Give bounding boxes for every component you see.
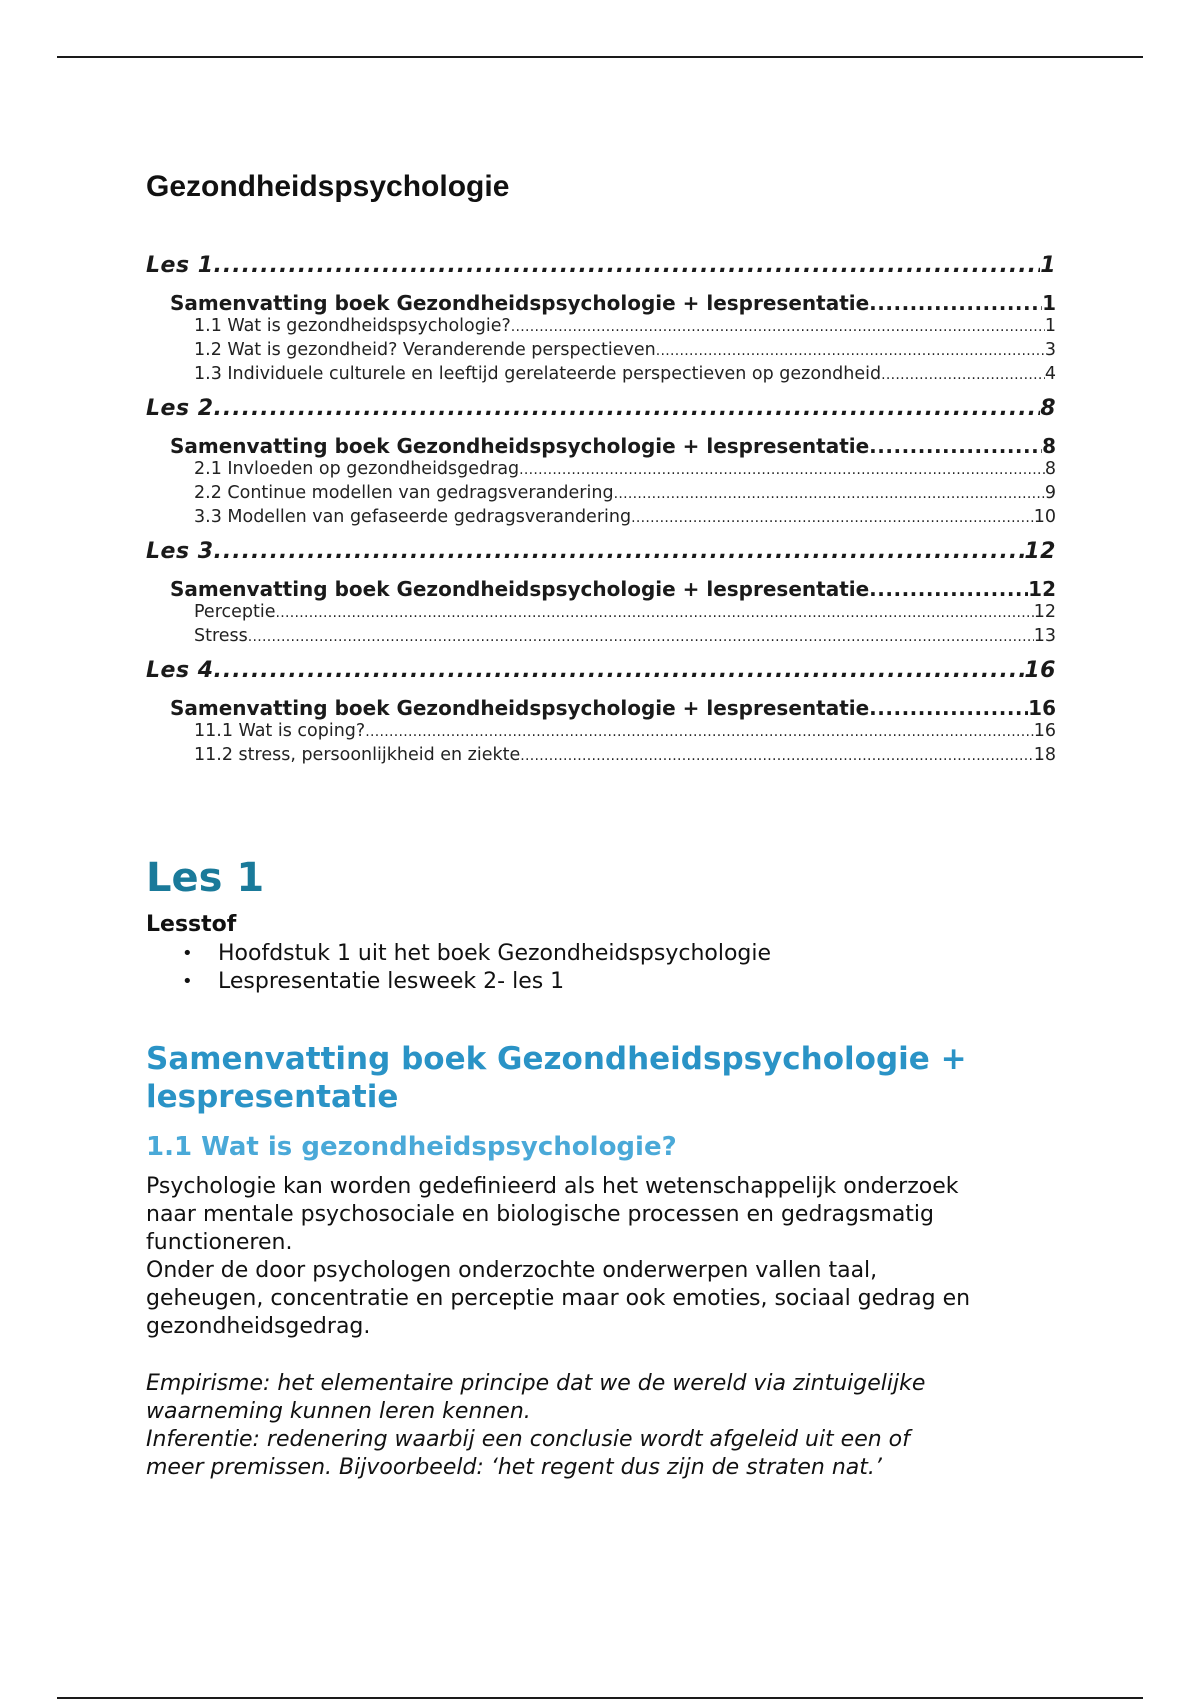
toc-page: 3 — [1044, 340, 1056, 360]
toc-entry-2-1[interactable] — [146, 459, 1056, 483]
toc-page: 9 — [1044, 483, 1056, 503]
toc-leader — [214, 658, 1025, 683]
toc-entry-les2-summary[interactable] — [146, 434, 1056, 459]
toc-page: 4 — [1044, 364, 1056, 384]
toc-page: 12 — [1028, 577, 1056, 601]
toc-leader — [214, 396, 1041, 421]
footer-rule — [57, 1697, 1143, 1699]
toc-page: 12 — [1024, 539, 1056, 564]
toc-page: 10 — [1033, 507, 1056, 527]
toc-entry-2-2[interactable] — [146, 483, 1056, 507]
toc-leader — [365, 724, 1034, 740]
definitions-paragraph — [146, 1370, 1066, 1482]
text-line: Empirisme: het elementaire principe dat we de wereld via zintuigelijke — [146, 1371, 926, 1396]
toc-entry-stress[interactable] — [146, 626, 1056, 650]
text-line: naar mentale psychosociale en biologische processen en gedragsmatig — [146, 1202, 935, 1227]
subsection-heading: 1.1 Wat is gezondheidspsychologie? — [146, 1132, 677, 1162]
bullet-icon: • — [182, 943, 193, 964]
toc-leader — [520, 748, 1033, 764]
toc-label: Les 3 — [146, 539, 214, 564]
toc-page: 13 — [1033, 626, 1056, 646]
header-rule — [57, 56, 1143, 58]
toc-label: 11.1 Wat is coping? — [194, 721, 366, 741]
toc-entry-les1-summary[interactable] — [146, 291, 1056, 316]
bullet-icon: • — [182, 971, 193, 992]
toc-label: Les 1 — [146, 253, 214, 278]
text-line: functioneren. — [146, 1230, 293, 1255]
toc-page: 8 — [1042, 434, 1056, 458]
list-item-text: Lespresentatie lesweek 2- les 1 — [218, 969, 565, 994]
toc-label: 1.2 Wat is gezondheid? Veranderende perspectieven — [194, 340, 656, 360]
toc-leader — [631, 510, 1034, 526]
toc-entry-les3-summary[interactable] — [146, 577, 1056, 602]
toc-page: 8 — [1040, 396, 1056, 421]
toc-leader — [614, 486, 1045, 502]
toc-entry-les4-summary[interactable] — [146, 696, 1056, 721]
toc-page: 16 — [1033, 721, 1056, 741]
toc-entry-perceptie[interactable] — [146, 602, 1056, 626]
text-line: gezondheidsgedrag. — [146, 1314, 371, 1339]
toc-page: 12 — [1033, 602, 1056, 622]
toc-label: Perceptie — [194, 602, 276, 622]
text-line: waarneming kunnen leren kennen. — [146, 1399, 531, 1424]
toc-leader — [214, 539, 1025, 564]
text-line: Psychologie kan worden gedefinieerd als het wetenschappelijk onderzoek — [146, 1174, 959, 1199]
toc-leader — [519, 462, 1045, 478]
lesstof-list — [146, 940, 771, 996]
text-line: Inferentie: redenering waarbij een conclusie wordt afgeleid uit een of — [146, 1427, 910, 1452]
text-line: geheugen, concentratie en perceptie maar ook emoties, sociaal gedrag en — [146, 1286, 971, 1311]
toc-entry-11-1[interactable] — [146, 721, 1056, 745]
list-item — [146, 940, 771, 968]
toc-page: 18 — [1033, 745, 1056, 765]
toc-leader — [511, 319, 1045, 335]
toc-page: 16 — [1024, 658, 1056, 683]
toc-label: Samenvatting boek Gezondheidspsychologie + lespresentatie — [170, 696, 870, 720]
toc-label: 2.1 Invloeden op gezondheidsgedrag — [194, 459, 520, 479]
toc-leader — [248, 629, 1034, 645]
summary-heading: Samenvatting boek Gezondheidspsychologie + lespresentatie — [146, 1041, 967, 1115]
table-of-contents — [146, 253, 1056, 769]
section-heading: Les 1 — [146, 855, 265, 901]
toc-leader — [656, 343, 1045, 359]
toc-entry-1-2[interactable] — [146, 340, 1056, 364]
toc-page: 8 — [1044, 459, 1056, 479]
toc-entry-les4[interactable] — [146, 658, 1056, 685]
document-title: Gezondheidspsychologie — [146, 170, 510, 203]
toc-label: Stress — [194, 626, 248, 646]
text-line: Onder de door psychologen onderzochte onderwerpen vallen taal, — [146, 1258, 878, 1283]
toc-entry-les3[interactable] — [146, 539, 1056, 566]
toc-page: 16 — [1028, 696, 1056, 720]
toc-leader — [881, 367, 1045, 383]
toc-entry-1-3[interactable] — [146, 364, 1056, 388]
toc-leader — [869, 577, 1028, 601]
toc-entry-les2[interactable] — [146, 396, 1056, 423]
list-item-text: Hoofdstuk 1 uit het boek Gezondheidspsychologie — [218, 941, 772, 966]
toc-leader — [869, 434, 1042, 458]
toc-leader — [869, 696, 1028, 720]
text-line: meer premissen. Bijvoorbeeld: ‘het regent dus zijn de straten nat.’ — [146, 1455, 882, 1480]
toc-page: 1 — [1044, 316, 1056, 336]
toc-label: Les 2 — [146, 396, 214, 421]
toc-entry-les1[interactable] — [146, 253, 1056, 280]
body-paragraph — [146, 1173, 1066, 1341]
toc-page: 1 — [1042, 291, 1056, 315]
toc-label: 3.3 Modellen van gefaseerde gedragsverandering — [194, 507, 632, 527]
toc-label: 1.1 Wat is gezondheidspsychologie? — [194, 316, 511, 336]
toc-label: Samenvatting boek Gezondheidspsychologie + lespresentatie — [170, 434, 870, 458]
toc-leader — [214, 253, 1041, 278]
toc-label: Samenvatting boek Gezondheidspsychologie + lespresentatie — [170, 291, 870, 315]
toc-leader — [869, 291, 1042, 315]
toc-page: 1 — [1040, 253, 1056, 278]
toc-label: 1.3 Individuele culturele en leeftijd gerelateerde perspectieven op gezondheid — [194, 364, 882, 384]
toc-entry-1-1[interactable] — [146, 316, 1056, 340]
toc-leader — [276, 605, 1034, 621]
toc-label: 2.2 Continue modellen van gedragsverandering — [194, 483, 614, 503]
lesstof-heading: Lesstof — [146, 912, 237, 937]
toc-label: 11.2 stress, persoonlijkheid en ziekte — [194, 745, 521, 765]
toc-entry-2-3[interactable] — [146, 507, 1056, 531]
toc-label: Samenvatting boek Gezondheidspsychologie + lespresentatie — [170, 577, 870, 601]
toc-label: Les 4 — [146, 658, 214, 683]
toc-entry-11-2[interactable] — [146, 745, 1056, 769]
list-item — [146, 968, 771, 996]
